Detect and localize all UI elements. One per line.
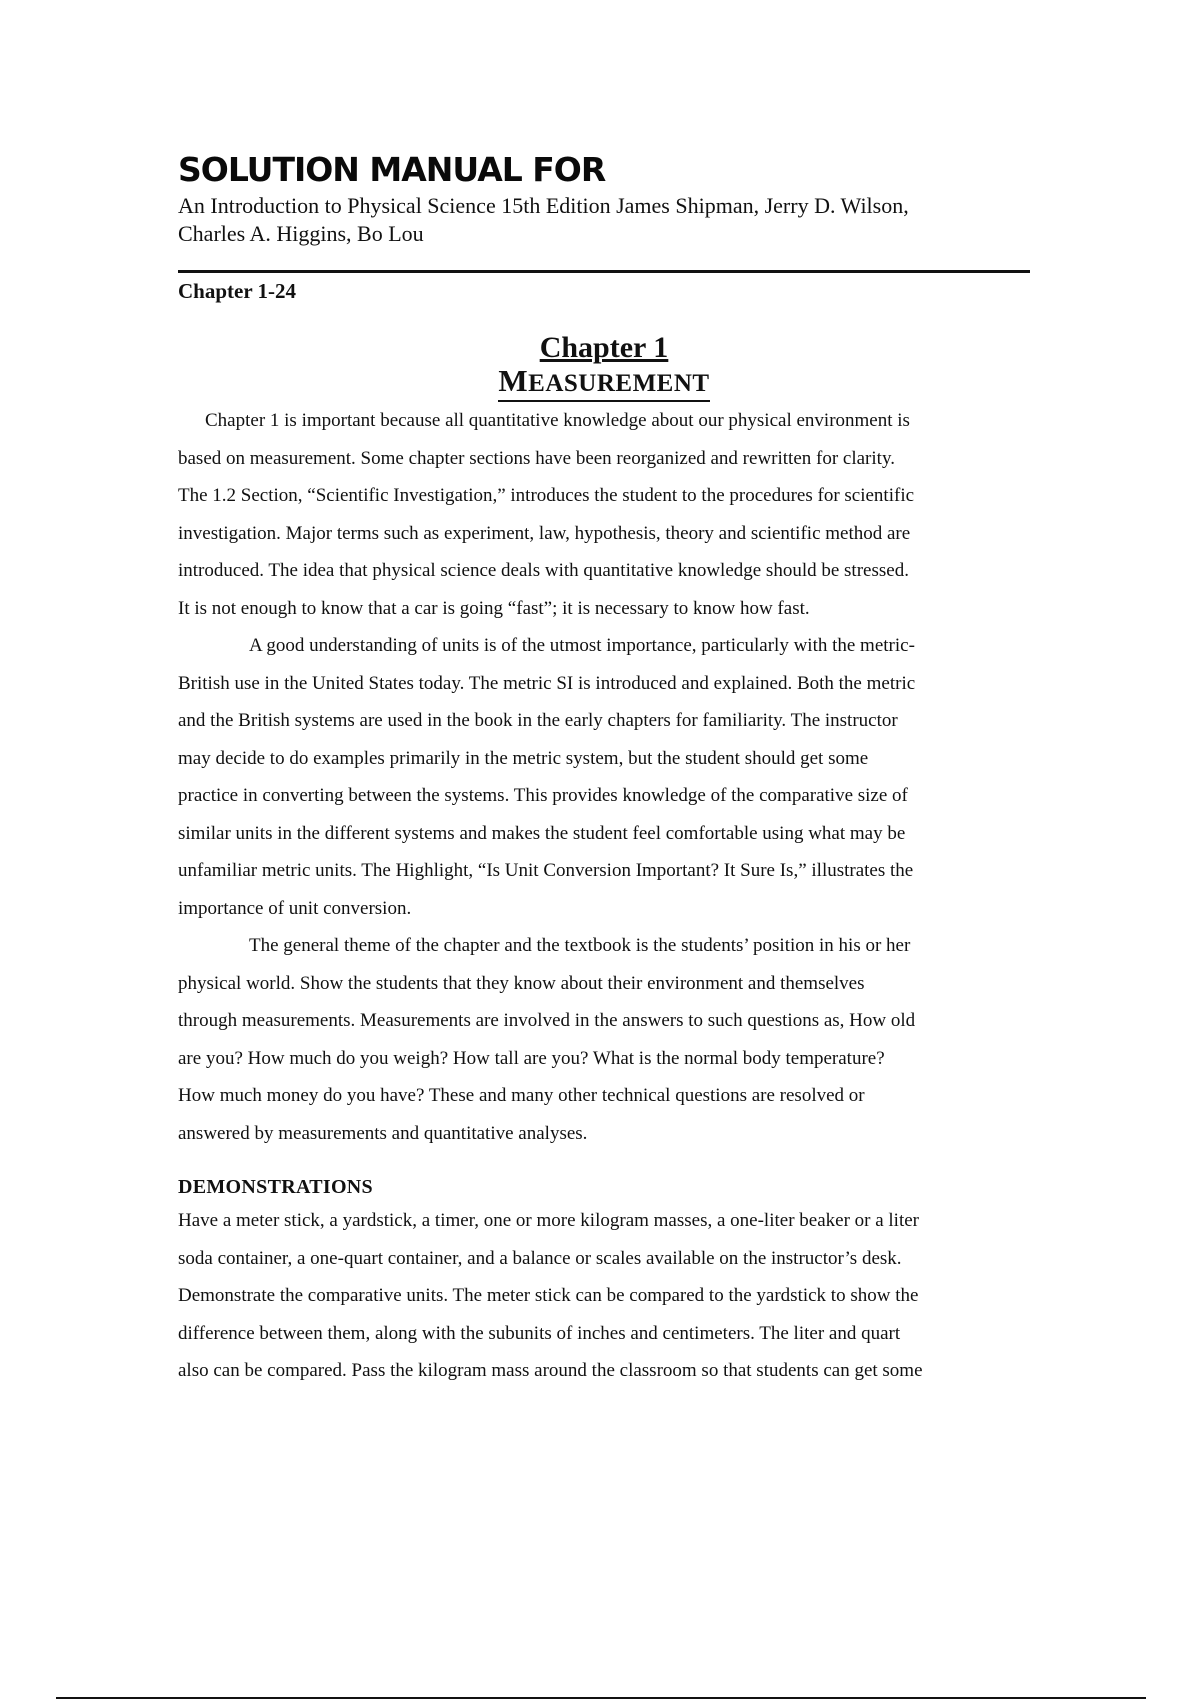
text-line: are you? How much do you weigh? How tall are you? What is the normal body temperature? [178,1047,885,1069]
text-line: How much money do you have? These and many other technical questions are resolved or [178,1085,865,1106]
paragraph-demonstrations [178,1202,1030,1390]
text-line: similar units in the different systems and makes the student feel comfortable using what may be [178,822,906,844]
subtitle-line: An Introduction to Physical Science 15th Edition James Shipman, Jerry D. Wilson, [178,193,909,218]
subtitle-line: Charles A. Higgins, Bo Lou [178,221,424,246]
chapter-name-rest: EASUREMENT [528,370,710,397]
text-line: physical world. Show the students that they know about their environment and themselves [178,972,865,994]
text-line: A good understanding of units is of the utmost importance, particularly with the metric- [249,635,915,656]
header-divider [178,270,1030,273]
paragraph-theme [178,927,1030,1152]
text-line: importance of unit conversion. [178,897,412,919]
chapter-range: Chapter 1-24 [178,279,297,303]
paragraph-intro [178,402,1030,627]
text-line: Chapter 1 is important because all quantitative knowledge about our physical environment is [205,410,910,431]
text-line: answered by measurements and quantitative analyses. [178,1122,588,1144]
book-subtitle [178,192,1030,248]
text-line: based on measurement. Some chapter sections have been reorganized and rewritten for clarity. [178,447,895,469]
manual-title: SOLUTION MANUAL FOR [178,150,606,189]
text-line: difference between them, along with the subunits of inches and centimeters. The liter and quart [178,1322,901,1344]
text-line: British use in the United States today. The metric SI is introduced and explained. Both the metric [178,672,916,694]
text-line: The 1.2 Section, “Scientific Investigation,” introduces the student to the procedures for scientific [178,485,915,506]
text-line: may decide to do examples primarily in the metric system, but the student should get some [178,747,869,769]
text-line: investigation. Major terms such as experiment, law, hypothesis, theory and scientific method are [178,522,911,544]
text-line: also can be compared. Pass the kilogram mass around the classroom so that students can get some [178,1360,923,1381]
text-line: The general theme of the chapter and the textbook is the students’ position in his or her [249,935,911,956]
text-line: introduced. The idea that physical science deals with quantitative knowledge should be stressed. [178,560,909,581]
footer-divider [56,1697,1146,1699]
text-line: unfamiliar metric units. The Highlight, “Is Unit Conversion Important? It Sure Is,” illustrates the [178,860,914,881]
text-line: through measurements. Measurements are involved in the answers to such questions as, How old [178,1010,916,1031]
paragraph-units [178,627,1030,927]
text-line: It is not enough to know that a car is going “fast”; it is necessary to know how fast. [178,597,810,619]
text-line: soda container, a one-quart container, and a balance or scales available on the instructor’s desk. [178,1247,902,1269]
chapter-heading [178,331,1030,402]
chapter-name-initial: M [498,363,529,398]
chapter-name [498,365,709,402]
chapter-number: Chapter 1 [539,331,669,364]
text-line: Demonstrate the comparative units. The meter stick can be compared to the yardstick to show the [178,1285,919,1306]
document-page [178,150,1030,1390]
demonstrations-heading: DEMONSTRATIONS [178,1176,373,1198]
text-line: practice in converting between the systems. This provides knowledge of the comparative size of [178,785,908,806]
text-line: and the British systems are used in the book in the early chapters for familiarity. The instructor [178,710,898,731]
text-line: Have a meter stick, a yardstick, a timer, one or more kilogram masses, a one-liter beaker or a liter [178,1210,919,1231]
